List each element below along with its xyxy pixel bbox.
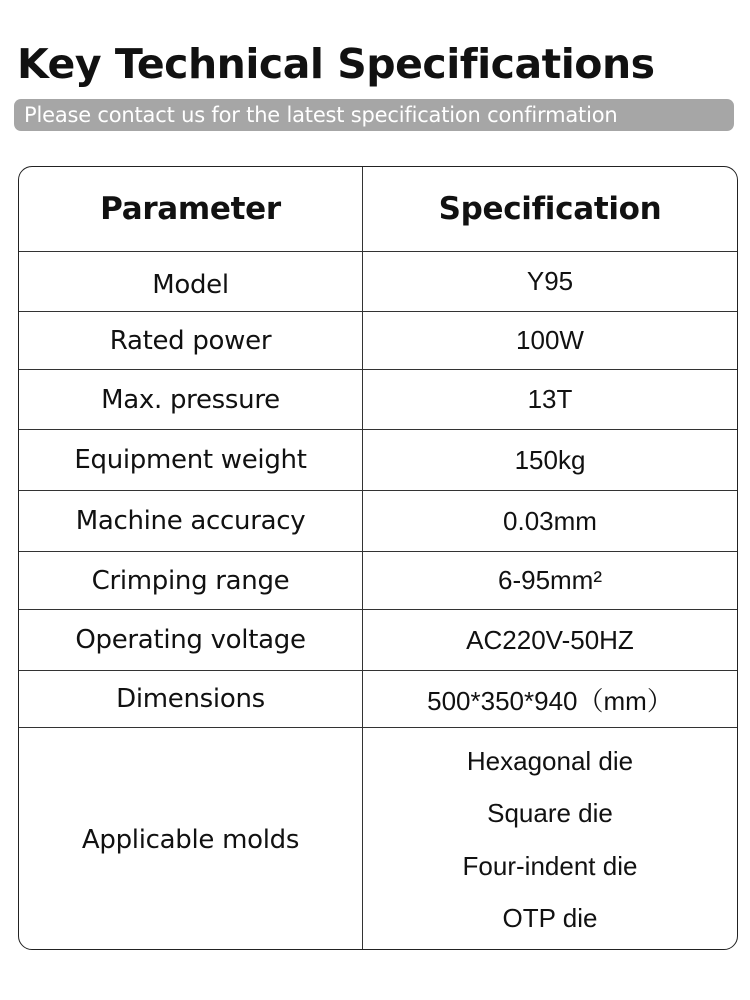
value-cell: 150kg [514, 444, 586, 475]
table-row [19, 552, 737, 610]
mold-item: Square die [487, 798, 613, 828]
table-header-row [19, 167, 737, 252]
column-header-specification: Specification [438, 191, 662, 227]
value-cell: 13T [527, 384, 573, 414]
molds-list [463, 728, 638, 950]
subtitle-text: Please contact us for the latest specification confirmation [24, 103, 618, 127]
table-row [19, 312, 737, 370]
subtitle-banner [14, 99, 734, 131]
mold-item: Hexagonal die [466, 745, 634, 776]
mold-item: Four-indent die [462, 850, 638, 881]
param-cell: Machine accuracy [19, 491, 363, 551]
page-title: Key Technical Specifications [17, 40, 655, 88]
column-header-parameter: Parameter [19, 167, 363, 251]
table-row [19, 430, 737, 491]
param-cell: Crimping range [19, 552, 363, 609]
value-cell: 500*350*940（mm） [427, 685, 673, 716]
table-row [19, 671, 737, 728]
value-cell: AC220V-50HZ [466, 624, 634, 655]
value-cell: 100W [516, 325, 584, 355]
param-cell: Max. pressure [19, 370, 363, 429]
value-cell: 6-95mm² [497, 565, 602, 595]
param-cell: Model [19, 252, 363, 311]
molds-value-cell [363, 728, 737, 950]
param-cell: Dimensions [19, 671, 363, 727]
param-cell: Operating voltage [19, 610, 363, 670]
specifications-table [18, 166, 738, 950]
table-row-molds [19, 728, 737, 950]
table-row [19, 252, 737, 312]
value-cell: 0.03mm [503, 505, 597, 536]
table-row [19, 610, 737, 671]
table-row [19, 491, 737, 552]
param-cell: Rated power [19, 312, 363, 369]
param-cell: Equipment weight [19, 430, 363, 490]
table-row [19, 370, 737, 430]
mold-item: OTP die [502, 903, 598, 933]
param-cell: Applicable molds [19, 728, 363, 950]
value-cell: Y95 [526, 266, 574, 296]
